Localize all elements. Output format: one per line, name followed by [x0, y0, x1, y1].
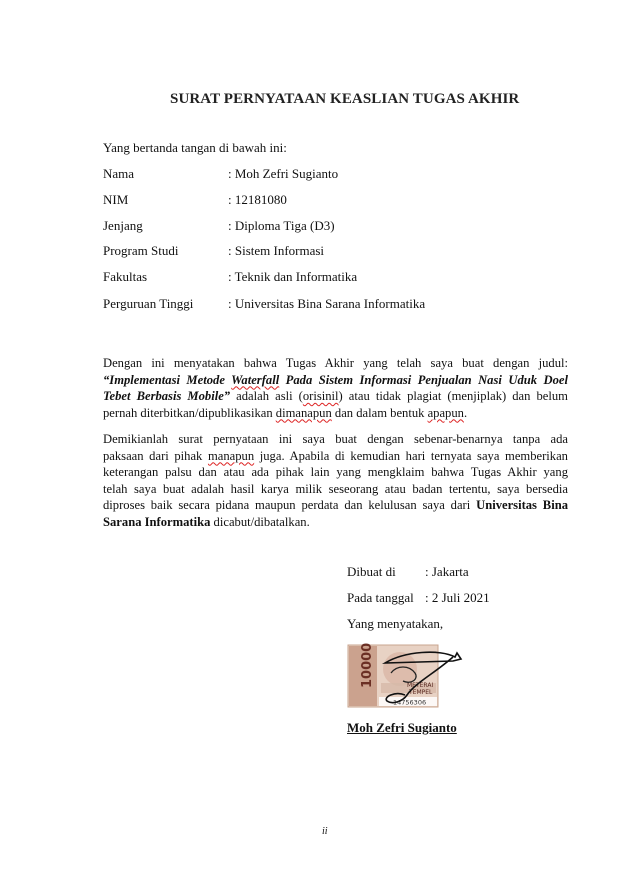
thesis-title-part: Waterfall — [231, 372, 280, 387]
text-run: dicabut/dibatalkan. — [210, 514, 310, 529]
university-name: Sarana Informatika — [103, 514, 211, 529]
paragraph-line — [103, 514, 568, 531]
paragraph-line — [103, 448, 568, 465]
text-run: apapun — [427, 405, 464, 420]
stamp-label: TEMPEL — [409, 689, 433, 696]
text-run: diproses baik secara pidana maupun perdata dan kelulusan saya dari — [103, 498, 477, 512]
field-label: Perguruan Tinggi — [103, 296, 194, 311]
thesis-title-part: “Implementasi Metode — [103, 372, 232, 387]
text-run: orisinil — [302, 389, 339, 403]
stamp-and-signature — [345, 643, 465, 715]
field-label: NIM — [103, 192, 129, 207]
field-value: : Diploma Tiga (D3) — [228, 218, 335, 233]
university-name: Universitas Bina — [476, 498, 568, 512]
intro-text: Yang bertanda tangan di bawah ini: — [103, 140, 287, 155]
paragraph-line: keterangan palsu dan atau ada pihak lain yang mengklaim bahwa Tugas Akhir yang — [103, 465, 568, 479]
paragraph-line — [103, 497, 568, 514]
closing-text: Yang menyatakan, — [347, 616, 444, 631]
stamp-label: METERAI — [407, 682, 434, 689]
page-number: ii — [322, 826, 328, 837]
thesis-title-part: Pada Sistem Informasi Penjualan Nasi Uduk Doel — [279, 372, 568, 387]
text-run: adalah asli ( — [230, 389, 303, 403]
statement-paragraph — [103, 355, 568, 421]
field-value: : Teknik dan Informatika — [228, 269, 358, 284]
date-label: Pada tanggal — [347, 590, 414, 605]
date-value: : 2 Juli 2021 — [425, 590, 490, 605]
paragraph-line — [103, 405, 568, 422]
text-run: . — [463, 405, 468, 420]
text-run: manapun — [207, 448, 255, 463]
field-value: : 12181080 — [228, 192, 287, 207]
paragraph-line: telah saya buat adalah hasil karya milik seseorang atau badan tertentu, saya bersedia — [103, 481, 568, 496]
text-run: paksaan dari pihak — [103, 448, 208, 463]
field-label: Nama — [103, 166, 135, 181]
text-run: dimanapun — [275, 405, 332, 420]
text-run: ) atau tidak plagiat (menjiplak) dan belum — [338, 389, 568, 403]
field-value: : Universitas Bina Sarana Informatika — [228, 296, 426, 311]
stamp-value: 10000 — [360, 643, 375, 688]
field-label: Fakultas — [103, 269, 148, 284]
thesis-title-part: Tebet Berbasis Mobile” — [103, 389, 231, 403]
date-row — [347, 590, 490, 606]
text-run: dan dalam bentuk — [331, 405, 428, 420]
paragraph-line — [103, 372, 568, 389]
signer-name: Moh Zefri Sugianto — [347, 720, 457, 735]
field-label: Program Studi — [103, 243, 179, 258]
field-value: : Sistem Informasi — [228, 243, 325, 258]
document-title: SURAT PERNYATAAN KEASLIAN TUGAS AKHIR — [170, 91, 520, 107]
field-label: Jenjang — [103, 218, 143, 233]
paragraph-line: Dengan ini menyatakan bahwa Tugas Akhir yang telah saya buat dengan judul: — [103, 356, 568, 370]
place-value: : Jakarta — [425, 564, 469, 579]
text-run: pernah diterbitkan/dipublikasikan — [103, 405, 276, 420]
place-row — [347, 564, 469, 580]
paragraph-line: Demikianlah surat pernyataan ini saya buat dengan sebenar-benarnya tanpa ada — [103, 432, 568, 446]
paragraph-line — [103, 388, 568, 405]
meterai-stamp-icon — [345, 643, 465, 715]
text-run: juga. Apabila di kemudian hari ternyata saya memberikan — [254, 448, 568, 463]
place-label: Dibuat di — [347, 564, 396, 579]
stamp-serial: 14756306 — [393, 698, 427, 707]
field-value: : Moh Zefri Sugianto — [228, 166, 339, 181]
declaration-paragraph — [103, 431, 568, 530]
